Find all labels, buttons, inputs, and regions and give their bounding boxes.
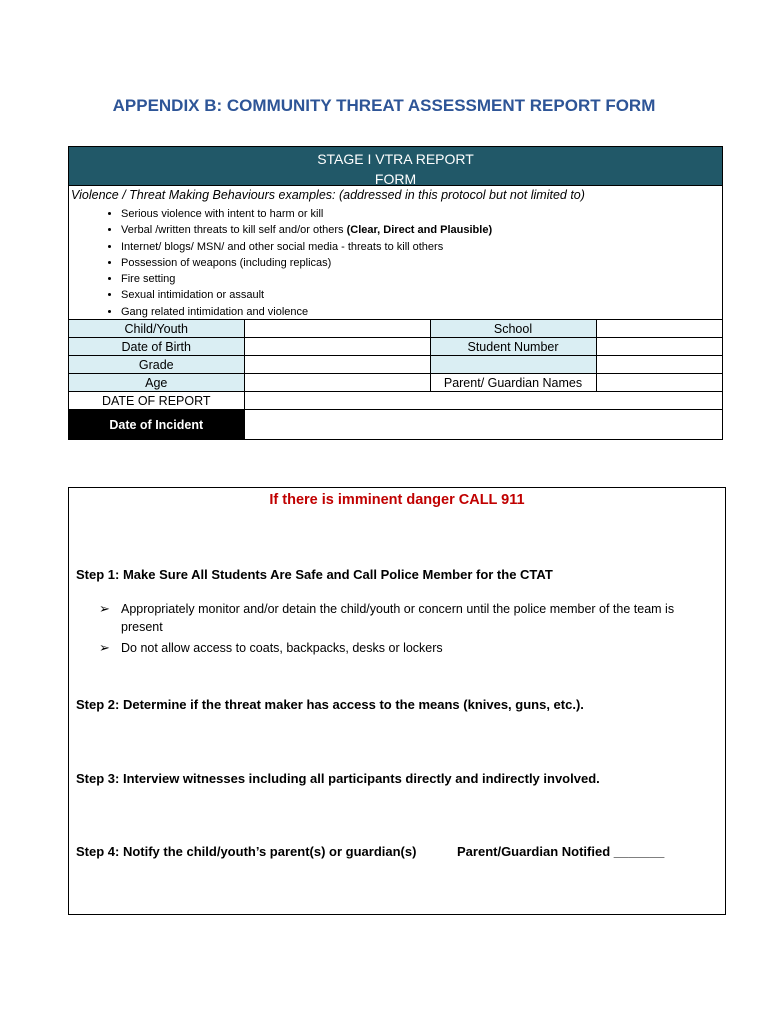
- example-text: Verbal /written threats to kill self and/or others: [121, 224, 347, 237]
- list-item: [99, 639, 709, 657]
- table-row: [69, 338, 722, 356]
- date-of-incident-field[interactable]: [244, 410, 722, 440]
- table-row: [69, 392, 722, 410]
- date-of-report-label: DATE OF REPORT: [69, 392, 244, 410]
- age-field[interactable]: [244, 374, 430, 392]
- form-header-line2: FORM: [374, 171, 417, 187]
- vtra-report-form: [68, 146, 723, 440]
- parent-guardian-names-label: Parent/ Guardian Names: [430, 374, 596, 392]
- empty-label-cell: [430, 356, 596, 374]
- table-row: [69, 374, 722, 392]
- example-text: Gang related intimidation and violence: [121, 305, 309, 318]
- example-text: Fire setting: [121, 273, 176, 286]
- example-text: Serious violence with intent to harm or kill: [121, 208, 324, 220]
- grade-field[interactable]: [244, 356, 430, 374]
- example-item: [121, 304, 718, 320]
- example-text: Internet/ blogs/ MSN/ and other social media - threats to kill others: [121, 240, 444, 253]
- step-1-bullets: [99, 600, 709, 660]
- age-label: Age: [69, 374, 244, 392]
- form-header-line1: STAGE I VTRA REPORT: [317, 151, 474, 167]
- examples-section: [69, 185, 722, 319]
- school-field[interactable]: [596, 320, 722, 338]
- example-text: Sexual intimidation or assault: [121, 289, 265, 302]
- step-3: Step 3: Interview witnesses including all participants directly and indirectly involved.: [76, 771, 600, 786]
- example-item: [121, 239, 718, 255]
- example-item: [121, 222, 718, 238]
- list-item: [99, 600, 709, 636]
- date-of-incident-label: Date of Incident: [69, 410, 244, 440]
- examples-intro: Violence / Threat Making Behaviours examples: (addressed in this protocol but not limited to): [71, 188, 585, 202]
- danger-heading: If there is imminent danger CALL 911: [269, 492, 525, 508]
- child-youth-label: Child/Youth: [69, 320, 244, 338]
- parent-guardian-notified[interactable]: Parent/Guardian Notified _______: [457, 844, 665, 859]
- date-of-report-field[interactable]: [244, 392, 722, 410]
- step-4: Step 4: Notify the child/youth’s parent(s) or guardian(s): [76, 844, 417, 859]
- example-item: [121, 271, 718, 287]
- table-row: [69, 410, 722, 440]
- step-1: Step 1: Make Sure All Students Are Safe and Call Police Member for the CTAT: [76, 567, 553, 582]
- grade-label: Grade: [69, 356, 244, 374]
- bullet-text: Do not allow access to coats, backpacks, desks or lockers: [121, 641, 443, 655]
- student-number-field[interactable]: [596, 338, 722, 356]
- example-item: [121, 287, 718, 303]
- arrow-bullet-icon: ➢: [99, 640, 110, 655]
- table-row: [69, 320, 722, 338]
- parent-guardian-names-field[interactable]: [596, 374, 722, 392]
- example-item: [121, 206, 718, 222]
- empty-field-cell[interactable]: [596, 356, 722, 374]
- child-youth-field[interactable]: [244, 320, 430, 338]
- school-label: School: [430, 320, 596, 338]
- arrow-bullet-icon: ➢: [99, 601, 110, 616]
- date-of-birth-field[interactable]: [244, 338, 430, 356]
- form-header: [69, 147, 722, 185]
- step-2: Step 2: Determine if the threat maker has access to the means (knives, guns, etc.).: [76, 697, 584, 712]
- student-info-table: [69, 319, 722, 439]
- bullet-text: Appropriately monitor and/or detain the child/youth or concern until the police member of the team is present: [121, 602, 675, 634]
- student-number-label: Student Number: [430, 338, 596, 356]
- table-row: [69, 356, 722, 374]
- examples-list: [71, 206, 718, 320]
- date-of-birth-label: Date of Birth: [69, 338, 244, 356]
- steps-box: [68, 487, 726, 915]
- example-bold: (Clear, Direct and Plausible): [346, 224, 493, 237]
- example-item: [121, 255, 718, 271]
- page-title: APPENDIX B: COMMUNITY THREAT ASSESSMENT REPORT FORM: [112, 96, 656, 115]
- example-text: Possession of weapons (including replicas): [121, 256, 332, 269]
